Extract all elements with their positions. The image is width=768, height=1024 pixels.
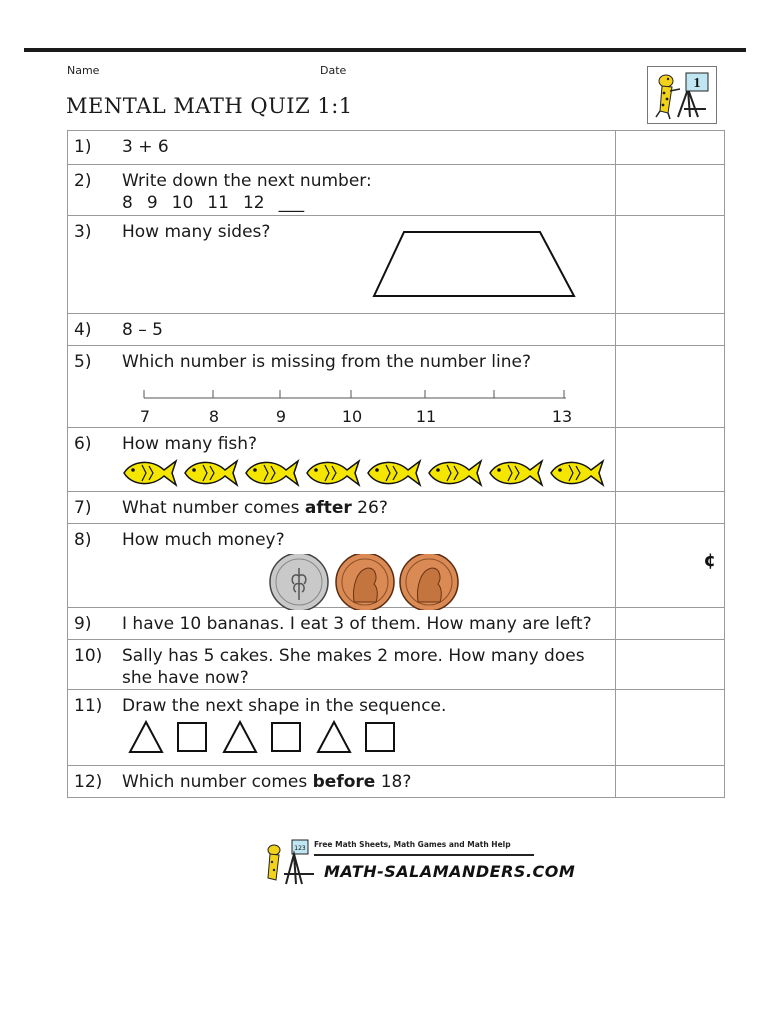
answer-box-1[interactable] xyxy=(616,131,725,165)
question-text: Draw the next shape in the sequence. xyxy=(122,696,447,716)
question-row-12 xyxy=(68,766,725,798)
question-text: Write down the next number: xyxy=(122,171,372,191)
date-label: Date xyxy=(320,64,347,77)
question-number: 4) xyxy=(74,320,92,340)
answer-box-7[interactable] xyxy=(616,492,725,524)
number-line-label: 10 xyxy=(341,407,363,426)
answer-box-2[interactable] xyxy=(616,165,725,216)
triangle-shape xyxy=(318,722,350,752)
question-number: 10) xyxy=(74,646,103,666)
question-number: 2) xyxy=(74,171,92,191)
question-row-6 xyxy=(68,428,725,492)
question-text-line2: she have now? xyxy=(122,668,249,688)
coin-group xyxy=(268,554,468,610)
question-row-3 xyxy=(68,216,725,314)
salamander-icon xyxy=(656,75,680,119)
fish-icon xyxy=(307,461,359,485)
sequence-number: 9 xyxy=(146,193,158,213)
question-text: How many fish? xyxy=(122,434,258,454)
question-number: 9) xyxy=(74,614,92,634)
question-text xyxy=(122,772,411,792)
question-row-1 xyxy=(68,131,725,165)
question-row-7 xyxy=(68,492,725,524)
answer-box-9[interactable] xyxy=(616,608,725,640)
fish-icon xyxy=(490,461,542,485)
question-row-5 xyxy=(68,346,725,428)
cents-unit: ¢ xyxy=(703,550,716,571)
name-label: Name xyxy=(67,64,100,77)
question-text: I have 10 bananas. I eat 3 of them. How many are left? xyxy=(122,614,592,634)
question-text-part: 26? xyxy=(351,498,388,518)
question-text: Sally has 5 cakes. She makes 2 more. How many does xyxy=(122,646,585,666)
fish-icon xyxy=(368,461,420,485)
sequence-blank: ___ xyxy=(278,193,305,213)
penny-coin-icon xyxy=(400,554,458,610)
question-text-bold: after xyxy=(304,498,352,518)
question-number: 7) xyxy=(74,498,92,518)
trapezoid-shape xyxy=(368,228,578,300)
answer-box-12[interactable] xyxy=(616,766,725,798)
question-number: 6) xyxy=(74,434,92,454)
answer-box-5[interactable] xyxy=(616,346,725,428)
square-shape xyxy=(178,723,206,751)
question-row-8 xyxy=(68,524,725,608)
sequence-number: 11 xyxy=(207,193,229,213)
number-sequence xyxy=(122,193,318,213)
page-title: MENTAL MATH QUIZ 1:1 xyxy=(66,94,353,118)
salamander-logo xyxy=(647,66,717,124)
answer-box-8[interactable] xyxy=(616,524,725,608)
question-text: 8 – 5 xyxy=(122,320,163,340)
sequence-number: 8 xyxy=(122,193,133,213)
question-text: 3 + 6 xyxy=(122,137,169,157)
fish-icon xyxy=(124,461,176,485)
question-text-part: What number comes xyxy=(122,498,305,518)
top-rule xyxy=(24,48,746,52)
question-row-2 xyxy=(68,165,725,216)
fish-icon xyxy=(429,461,481,485)
question-number: 1) xyxy=(74,137,92,157)
answer-box-11[interactable] xyxy=(616,690,725,766)
question-number: 8) xyxy=(74,530,92,550)
number-line-label: 11 xyxy=(415,407,437,426)
question-row-4 xyxy=(68,314,725,346)
question-text-part: 18? xyxy=(375,772,412,792)
number-line xyxy=(140,384,570,406)
triangle-shape xyxy=(130,722,162,752)
logo-grade: 1 xyxy=(693,76,701,91)
question-text: Which number is missing from the number line? xyxy=(122,352,531,372)
penny-coin-icon xyxy=(336,554,394,610)
shape-sequence xyxy=(128,720,408,754)
question-text xyxy=(122,498,388,518)
square-shape xyxy=(366,723,394,751)
answer-box-10[interactable] xyxy=(616,640,725,690)
question-number: 3) xyxy=(74,222,92,242)
footer-salamander-icon xyxy=(262,836,322,888)
quiz-table xyxy=(67,130,725,798)
question-text-part: Which number comes xyxy=(122,772,313,792)
fish-icon xyxy=(551,461,603,485)
footer-rule xyxy=(314,854,534,856)
footer-site: MATH-SALAMANDERS.COM xyxy=(324,862,576,881)
answer-box-6[interactable] xyxy=(616,428,725,492)
question-text: How much money? xyxy=(122,530,285,550)
question-text-bold: before xyxy=(312,772,376,792)
sequence-number: 12 xyxy=(242,193,265,213)
answer-box-4[interactable] xyxy=(616,314,725,346)
question-number: 11) xyxy=(74,696,103,716)
number-line-label: 13 xyxy=(551,407,573,426)
footer-tagline: Free Math Sheets, Math Games and Math Help xyxy=(314,840,511,849)
fish-icon xyxy=(246,461,298,485)
answer-box-3[interactable] xyxy=(616,216,725,314)
question-row-10 xyxy=(68,640,725,690)
question-text: How many sides? xyxy=(122,222,271,242)
footer-logo-text: 123 xyxy=(294,845,306,852)
dime-coin-icon xyxy=(270,554,328,610)
fish-row xyxy=(122,456,612,490)
number-line-label: 7 xyxy=(139,407,151,426)
question-row-11 xyxy=(68,690,725,766)
footer-logo xyxy=(262,836,576,888)
question-number: 5) xyxy=(74,352,92,372)
number-line-label: 9 xyxy=(275,407,287,426)
square-shape xyxy=(272,723,300,751)
sequence-number: 10 xyxy=(171,193,194,213)
question-row-9 xyxy=(68,608,725,640)
fish-icon xyxy=(185,461,237,485)
easel-icon xyxy=(678,89,706,117)
question-number: 12) xyxy=(74,772,103,792)
number-line-label: 8 xyxy=(208,407,220,426)
triangle-shape xyxy=(224,722,256,752)
